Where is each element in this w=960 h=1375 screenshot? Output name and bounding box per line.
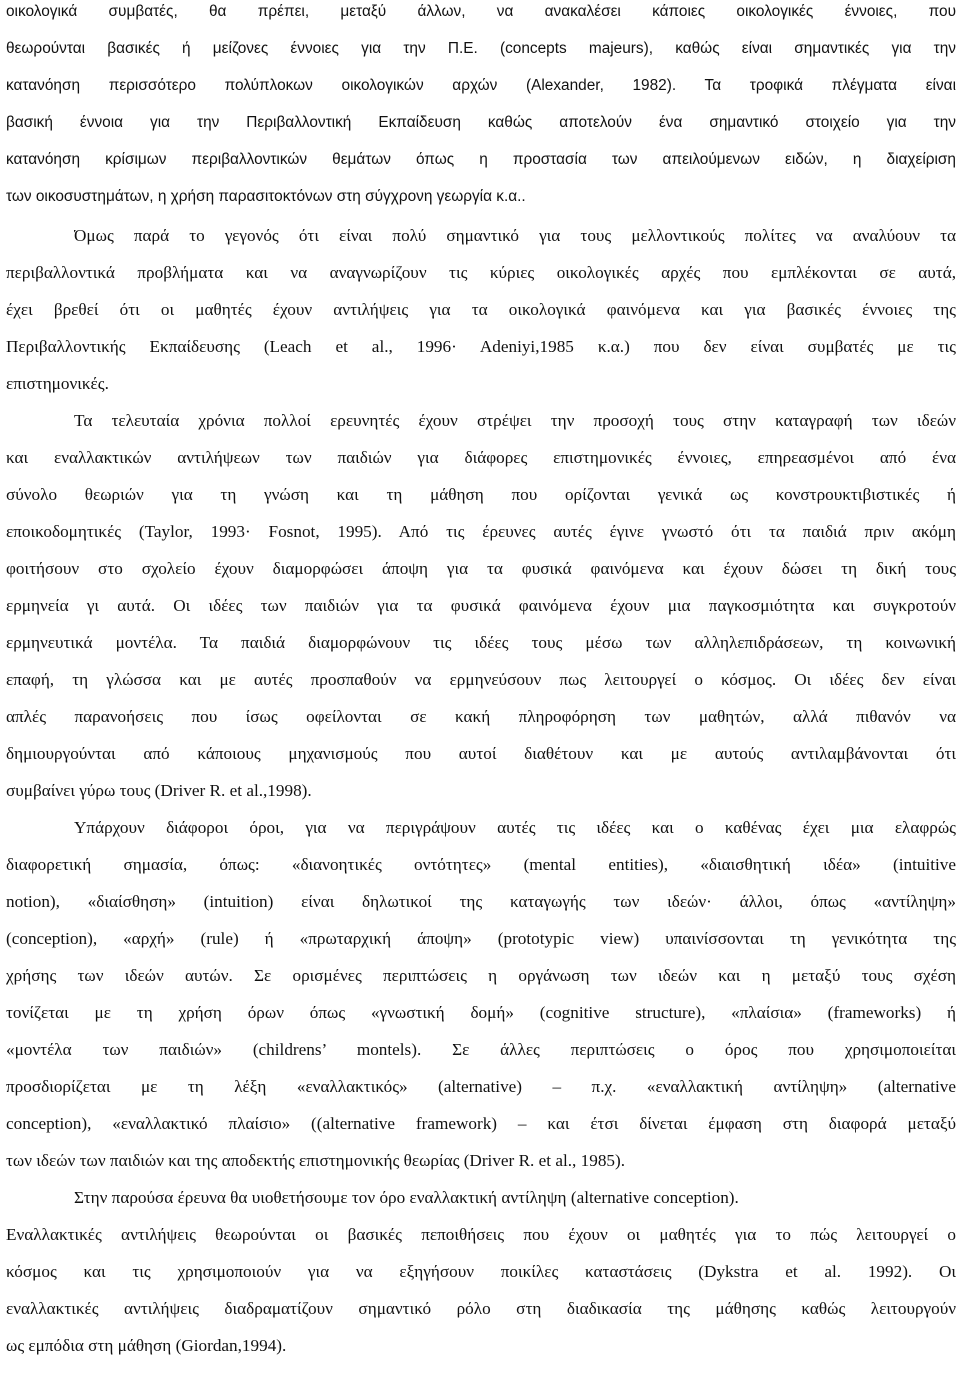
text-line-17: ερμηνεία γι αυτά. Οι ιδέες των παιδιών για τα φυσικά φαινόμενα έχουν μια παγκοσμιότητα και συγκροτούν bbox=[6, 596, 956, 615]
text-line-32: των ιδεών των παιδιών και της αποδεκτής επιστημονικής θεωρίας (Driver R. et al., 1985). bbox=[6, 1151, 626, 1170]
text-line-10: Περιβαλλοντικής Εκπαίδευσης (Leach et al., 1996· Adeniyi,1985 κ.α.) που δεν είναι συμβατές με τις bbox=[6, 337, 956, 356]
text-line-15: εποικοδομητικές (Taylor, 1993· Fosnot, 1995). Από τις έρευνες αυτές έγινε γνωστό ότι τα παιδιά πριν ακόμη bbox=[6, 522, 956, 541]
text-line-20: απλές παρανοήσεις που ίσως οφείλονται σε κακή πληροφόρηση των μαθητών, αλλά πιθανόν να bbox=[6, 707, 956, 726]
text-line-3: κατανόηση περισσότερο πολύπλοκων οικολογικών αρχών (Alexander, 1982). Τα τροφικά πλέγματα είναι bbox=[6, 77, 956, 94]
text-line-33: Στην παρούσα έρευνα θα υιοθετήσουμε τον όρο εναλλακτική αντίληψη (alternative conception). bbox=[74, 1188, 739, 1207]
text-line-31: conception), «εναλλακτικό πλαίσιο» ((alternative framework) – και έτσι δίνεται έμφαση στη διαφορά μεταξύ bbox=[6, 1114, 956, 1133]
text-line-6: των οικοσυστημάτων, η χρήση παρασιτοκτόνων στη σύγχρονη γεωργία κ.α.. bbox=[6, 188, 526, 205]
text-line-18: ερμηνευτικά μοντέλα. Τα παιδιά διαμορφώνουν τις ιδέες τους μέσω των αλληλεπιδράσεων, τη κοινωνική bbox=[6, 633, 956, 652]
text-line-2: θεωρούνται βασικές ή μείζονες έννοιες για την Π.Ε. (concepts majeurs), καθώς είναι σημαντικές για την bbox=[6, 40, 956, 57]
text-line-1: οικολογικά συμβατές, θα πρέπει, μεταξύ άλλων, να ανακαλέσει κάποιες οικολογικές έννοιες, που bbox=[6, 3, 956, 20]
text-line-23: Υπάρχουν διάφοροι όροι, για να περιγράψουν αυτές τις ιδέες και ο καθένας έχει μια ελαφρώς bbox=[74, 818, 956, 837]
text-line-37: ως εμπόδια στη μάθηση (Giordan,1994). bbox=[6, 1336, 287, 1355]
text-line-4: βασική έννοια για την Περιβαλλοντική Εκπαίδευση καθώς αποτελούν ένα σημαντικό στοιχείο για την bbox=[6, 114, 956, 131]
text-line-8: περιβαλλοντικά προβλήματα και να αναγνωρίζουν τις κύριες οικολογικές αρχές που εμπλέκονται σε αυτά, bbox=[6, 263, 956, 282]
text-line-14: σύνολο θεωριών για τη γνώση και τη μάθηση που ορίζονται γενικά ως κονστρουκτιβιστικές ή bbox=[6, 485, 956, 504]
text-line-30: προσδιορίζεται με τη λέξη «εναλλακτικός» (alternative) – π.χ. «εναλλακτική αντίληψη» (alternative bbox=[6, 1077, 956, 1096]
text-line-27: χρήσης των ιδεών αυτών. Σε ορισμένες περιπτώσεις η οργάνωση των ιδεών και η μεταξύ τους σχέση bbox=[6, 966, 956, 985]
text-line-21: δημιουργούνται από κάποιους μηχανισμούς που αυτοί διαθέτουν και με αυτούς αντιλαμβάνονται ότι bbox=[6, 744, 956, 763]
text-line-22: συμβαίνει γύρω τους (Driver R. et al.,1998). bbox=[6, 781, 312, 800]
text-line-13: και εναλλακτικών αντιλήψεων των παιδιών για διάφορες επιστημονικές έννοιες, επηρεασμένοι από ένα bbox=[6, 448, 956, 467]
text-line-35: κόσμος και τις χρησιμοποιούν για να εξηγήσουν ποικίλες καταστάσεις (Dykstra et al. 1992). Οι bbox=[6, 1262, 956, 1281]
text-line-34: Εναλλακτικές αντιλήψεις θεωρούνται οι βασικές πεποιθήσεις που έχουν οι μαθητές για το πώς λειτουργεί ο bbox=[6, 1225, 956, 1244]
text-line-36: εναλλακτικές αντιλήψεις διαδραματίζουν σημαντικό ρόλο στη διαδικασία της μάθησης καθώς λειτουργούν bbox=[6, 1299, 956, 1318]
text-line-28: τονίζεται με τη χρήση όρων όπως «γνωστική δομή» (cognitive structure), «πλαίσια» (frameworks) ή bbox=[6, 1003, 956, 1022]
text-line-19: επαφή, τη γλώσσα και με αυτές προσπαθούν να ερμηνεύσουν πως λειτουργεί ο κόσμος. Οι ιδέες δεν είναι bbox=[6, 670, 956, 689]
text-line-24: διαφορετική σημασία, όπως: «διανοητικές οντότητες» (mental entities), «διαισθητική ιδέα» (intuitive bbox=[6, 855, 956, 874]
text-line-12: Τα τελευταία χρόνια πολλοί ερευνητές έχουν στρέψει την προσοχή τους στην καταγραφή των ιδεών bbox=[74, 411, 956, 430]
text-line-7: Όμως παρά το γεγονός ότι είναι πολύ σημαντικό για τους μελλοντικούς πολίτες να αναλύουν τα bbox=[74, 226, 956, 245]
text-line-29: «μοντέλα των παιδιών» (childrens’ montels). Σε άλλες περιπτώσεις ο όρος που χρησιμοποιείται bbox=[6, 1040, 956, 1059]
text-line-11: επιστημονικές. bbox=[6, 374, 109, 393]
text-line-16: φοιτήσουν στο σχολείο έχουν διαμορφώσει άποψη για τα φυσικά φαινόμενα και έχουν δώσει τη δική τους bbox=[6, 559, 956, 578]
text-line-5: κατανόηση κρίσιμων περιβαλλοντικών θεμάτων όπως η προστασία των απειλούμενων ειδών, η διαχείριση bbox=[6, 151, 956, 168]
text-line-9: έχει βρεθεί ότι οι μαθητές έχουν αντιλήψεις για τα οικολογικά φαινόμενα και για βασικές έννοιες της bbox=[6, 300, 956, 319]
text-line-25: notion), «διαίσθηση» (intuition) είναι δηλωτικοί της καταγωγής των ιδεών· άλλοι, όπως «αντίληψη» bbox=[6, 892, 956, 911]
text-line-26: (conception), «αρχή» (rule) ή «πρωταρχική άποψη» (prototypic view) υπαινίσσονται τη γενικότητα της bbox=[6, 929, 956, 948]
